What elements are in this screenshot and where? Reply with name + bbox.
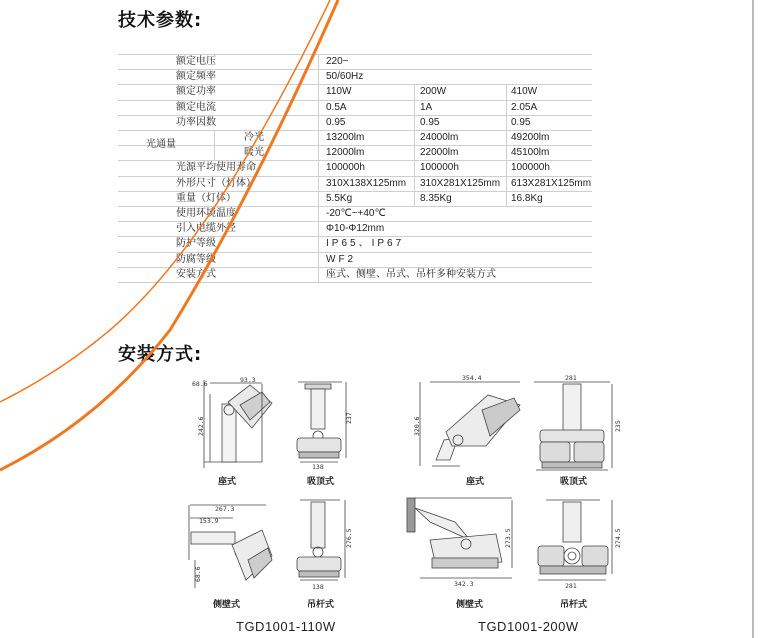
table-divider bbox=[318, 54, 319, 282]
spec-value: 2.05A bbox=[511, 102, 538, 113]
spec-label: 额定功率 bbox=[176, 86, 216, 97]
spec-value: 5.5Kg bbox=[326, 193, 353, 204]
model-label-110w: TGD1001-110W bbox=[236, 619, 336, 634]
orange-swoosh bbox=[0, 0, 338, 470]
spec-value: IP65、IP67 bbox=[326, 238, 405, 249]
spec-value: 0.95 bbox=[511, 117, 531, 128]
caption-left-ceiling: 吸顶式 bbox=[307, 477, 335, 487]
spec-label: 防护等级 bbox=[176, 238, 216, 249]
spec-value: 24000lm bbox=[420, 132, 459, 143]
spec-label: 额定电压 bbox=[176, 56, 216, 67]
dim-label: 354.4 bbox=[462, 374, 482, 382]
spec-value: -20℃~+40℃ bbox=[326, 208, 386, 219]
dim-label: 138 bbox=[312, 583, 324, 591]
spec-label: 外形尺寸（灯体） bbox=[176, 178, 256, 189]
spec-value: 410W bbox=[511, 86, 538, 97]
caption-right-pendant: 吊杆式 bbox=[560, 600, 588, 610]
table-divider bbox=[506, 84, 507, 206]
spec-value: 0.95 bbox=[326, 117, 346, 128]
spec-value: 1A bbox=[420, 102, 433, 113]
dim-label: 320.6 bbox=[413, 416, 421, 436]
right-pendant-mount-drawing bbox=[538, 500, 612, 580]
spec-value: 座式、侧壁、吊式、吊杆多种安装方式 bbox=[326, 269, 496, 280]
spec-label: 暖光 bbox=[244, 147, 264, 158]
model-label-200w: TGD1001-200W bbox=[478, 619, 579, 634]
page-edge-rule bbox=[752, 0, 754, 638]
spec-value: 200W bbox=[420, 86, 447, 97]
spec-value: 0.95 bbox=[420, 117, 440, 128]
install-heading: 安装方式: bbox=[118, 344, 203, 365]
table-rule bbox=[118, 282, 592, 283]
dim-label: 281 bbox=[565, 582, 577, 590]
caption-right-ceiling: 吸顶式 bbox=[560, 477, 588, 487]
dim-label: 68.6 bbox=[194, 566, 202, 582]
dim-label: 68.6 bbox=[192, 380, 208, 388]
right-floor-mount-drawing bbox=[420, 382, 520, 466]
spec-label: 功率因数 bbox=[176, 117, 216, 128]
spec-label: 引入电缆外径 bbox=[176, 223, 236, 234]
left-floor-mount-drawing bbox=[204, 380, 272, 468]
group-label-luminous-flux: 光通量 bbox=[146, 139, 176, 150]
spec-label: 安装方式 bbox=[176, 269, 216, 280]
caption-right-floor: 座式 bbox=[466, 477, 485, 487]
spec-value: 310X281X125mm bbox=[420, 178, 501, 189]
caption-left-wall: 侧壁式 bbox=[213, 600, 241, 610]
spec-value: 50/60Hz bbox=[326, 71, 364, 82]
dim-label: 276.5 bbox=[345, 528, 353, 548]
spec-value: 13200lm bbox=[326, 132, 365, 143]
specs-heading: 技术参数: bbox=[118, 10, 203, 31]
right-ceiling-mount-drawing bbox=[534, 382, 612, 470]
dim-label: 153.9 bbox=[199, 517, 219, 525]
dim-label: 267.3 bbox=[215, 505, 235, 513]
spec-value: Φ10-Φ12mm bbox=[326, 223, 385, 234]
spec-label: 防腐等级 bbox=[176, 254, 216, 265]
spec-value: 310X138X125mm bbox=[326, 178, 407, 189]
dim-label: 242.6 bbox=[197, 416, 205, 436]
dim-label: 274.5 bbox=[614, 528, 622, 548]
spec-value: 49200lm bbox=[511, 132, 550, 143]
dim-label: 237 bbox=[345, 412, 353, 424]
left-ceiling-mount-drawing bbox=[297, 382, 346, 462]
dim-label: 273.5 bbox=[504, 528, 512, 548]
caption-right-wall: 侧壁式 bbox=[456, 600, 484, 610]
right-wall-mount-drawing bbox=[407, 498, 512, 578]
spec-label: 冷光 bbox=[244, 132, 264, 143]
spec-value: 100000h bbox=[511, 162, 550, 173]
caption-left-pendant: 吊杆式 bbox=[307, 600, 335, 610]
left-pendant-mount-drawing bbox=[297, 500, 345, 580]
spec-value: 8.35Kg bbox=[420, 193, 452, 204]
dim-label: 138 bbox=[312, 463, 324, 471]
spec-value: 100000h bbox=[326, 162, 365, 173]
spec-label: 光源平均使用寿命 bbox=[176, 162, 256, 173]
spec-value: 12000lm bbox=[326, 147, 365, 158]
spec-label: 额定电流 bbox=[176, 102, 216, 113]
left-wall-mount-drawing bbox=[189, 505, 272, 588]
dim-label: 93.3 bbox=[240, 376, 256, 384]
spec-value: 45100lm bbox=[511, 147, 550, 158]
spec-value: 16.8Kg bbox=[511, 193, 543, 204]
dim-label: 342.3 bbox=[454, 580, 474, 588]
spec-value: 0.5A bbox=[326, 102, 347, 113]
table-divider bbox=[414, 84, 415, 206]
spec-value: WF2 bbox=[326, 254, 357, 265]
table-divider bbox=[214, 130, 215, 160]
spec-label: 额定频率 bbox=[176, 71, 216, 82]
spec-value: 100000h bbox=[420, 162, 459, 173]
spec-label: 使用环境温度 bbox=[176, 208, 236, 219]
spec-value: 110W bbox=[326, 86, 352, 97]
spec-value: 613X281X125mm bbox=[511, 178, 592, 189]
spec-value: 220~ bbox=[326, 56, 349, 67]
dim-label: 281 bbox=[565, 374, 577, 382]
spec-label: 重量（灯体） bbox=[176, 193, 236, 204]
dim-label: 235 bbox=[614, 420, 622, 432]
spec-value: 22000lm bbox=[420, 147, 459, 158]
caption-left-floor: 座式 bbox=[218, 477, 237, 487]
